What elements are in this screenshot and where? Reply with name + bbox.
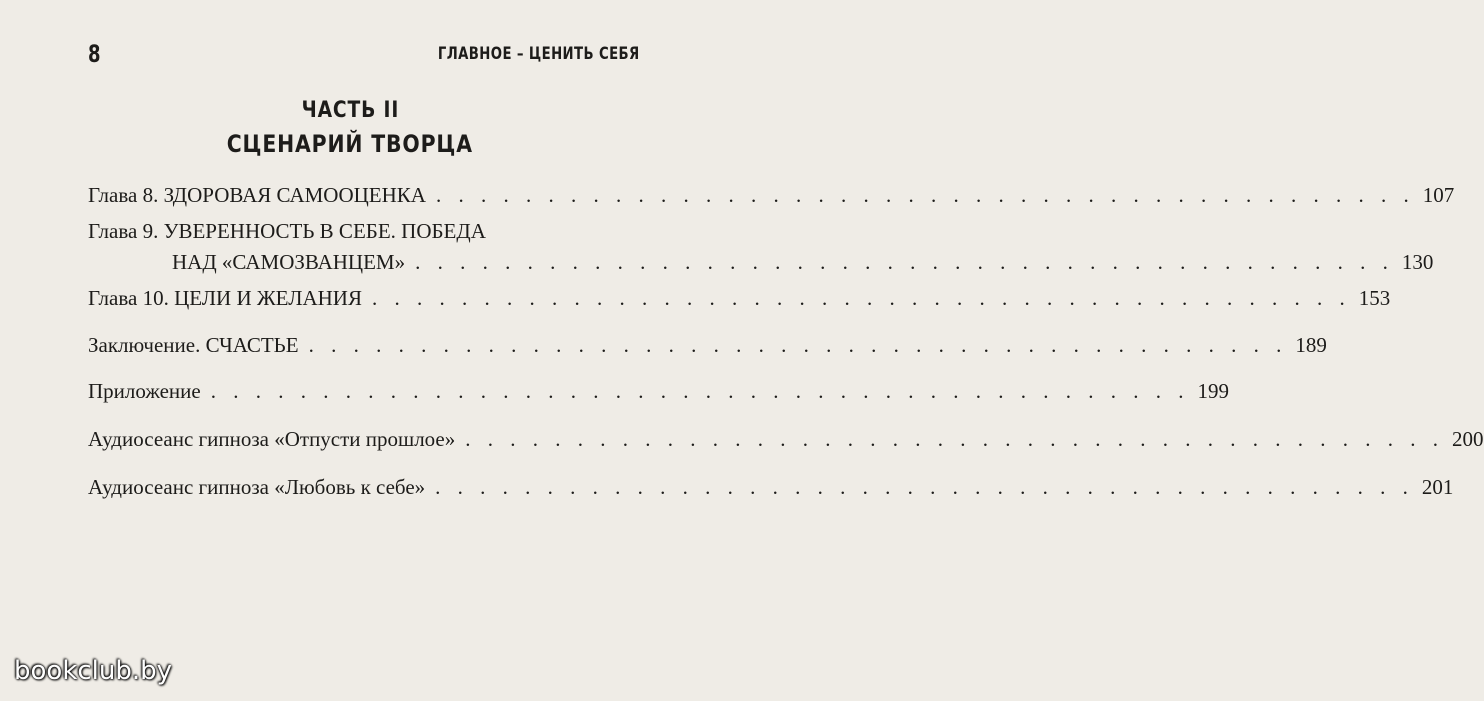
toc-entry-page: 200: [1452, 427, 1484, 451]
part-title: ЧАСТЬ II: [301, 98, 399, 123]
toc-leader-dots: . . . . . . . . . . . . . . . . . . . . . . . . . . . . . . . . . . . . . . . . . . . .: [435, 183, 1415, 207]
toc-entry-title: Приложение: [88, 379, 201, 403]
toc-entry-page: 189: [1295, 333, 1327, 357]
toc-entry-title: Аудиосеанс гипноза «Отпусти прошлое»: [88, 427, 456, 451]
toc-entry-page: 199: [1197, 379, 1229, 403]
running-head: ГЛАВНОЕ – ЦЕНИТЬ СЕБЯ: [438, 44, 640, 64]
page-number: 8: [88, 40, 101, 68]
toc-entry-title: Глава 10. ЦЕЛИ И ЖЕЛАНИЯ: [88, 286, 362, 310]
toc-leader-dots: . . . . . . . . . . . . . . . . . . . . . . . . . . . . . . . . . . . . . . . . . . . .: [435, 475, 1414, 499]
toc-leader-dots: . . . . . . . . . . . . . . . . . . . . . . . . . . . . . . . . . . . . . . . . . . . .: [415, 250, 1394, 274]
toc-leader-dots: . . . . . . . . . . . . . . . . . . . . . . . . . . . . . . . . . . . . . . . . . . . .: [308, 333, 1288, 357]
toc-entry-conclusion[interactable]: [88, 330, 1327, 360]
watermark-logo: bookclub.by: [14, 656, 173, 686]
toc-entry-title: Глава 8. ЗДОРОВАЯ САМООЦЕНКА: [88, 183, 426, 207]
toc-entry-title: Аудиосеанс гипноза «Любовь к себе»: [88, 475, 426, 499]
toc-entry-title: НАД «САМОЗВАНЦЕМ»: [172, 250, 406, 274]
toc-leader-dots: . . . . . . . . . . . . . . . . . . . . . . . . . . . . . . . . . . . . . . . . . . . .: [371, 286, 1351, 310]
toc-entry-page: 130: [1401, 250, 1434, 274]
toc-entry-chapter-9-line1[interactable]: Глава 9. УВЕРЕННОСТЬ В СЕБЕ. ПОБЕДА: [88, 219, 486, 243]
show-through-text: [0, 585, 700, 631]
toc-entry-audio-session-past[interactable]: [88, 424, 1484, 454]
toc-leader-dots: . . . . . . . . . . . . . . . . . . . . . . . . . . . . . . . . . . . . . . . . . . . .: [210, 379, 1190, 403]
part-subtitle: СЦЕНАРИЙ ТВОРЦА: [226, 130, 474, 158]
toc-entry-page: 153: [1358, 286, 1391, 310]
toc-entry-appendix[interactable]: [88, 376, 1229, 406]
toc-entry-chapter-9[interactable]: [88, 247, 1434, 277]
toc-entry-page: 201: [1421, 475, 1454, 499]
toc-entry-chapter-10[interactable]: [88, 283, 1391, 313]
toc-entry-chapter-8[interactable]: [88, 180, 1455, 210]
toc-leader-dots: . . . . . . . . . . . . . . . . . . . . . . . . . . . . . . . . . . . . . . . . . . . .: [465, 427, 1445, 451]
toc-entry-audio-session-self-love[interactable]: [88, 472, 1454, 502]
toc-entry-title: Заключение. СЧАСТЬЕ: [88, 333, 299, 357]
toc-entry-page: 107: [1422, 183, 1455, 207]
